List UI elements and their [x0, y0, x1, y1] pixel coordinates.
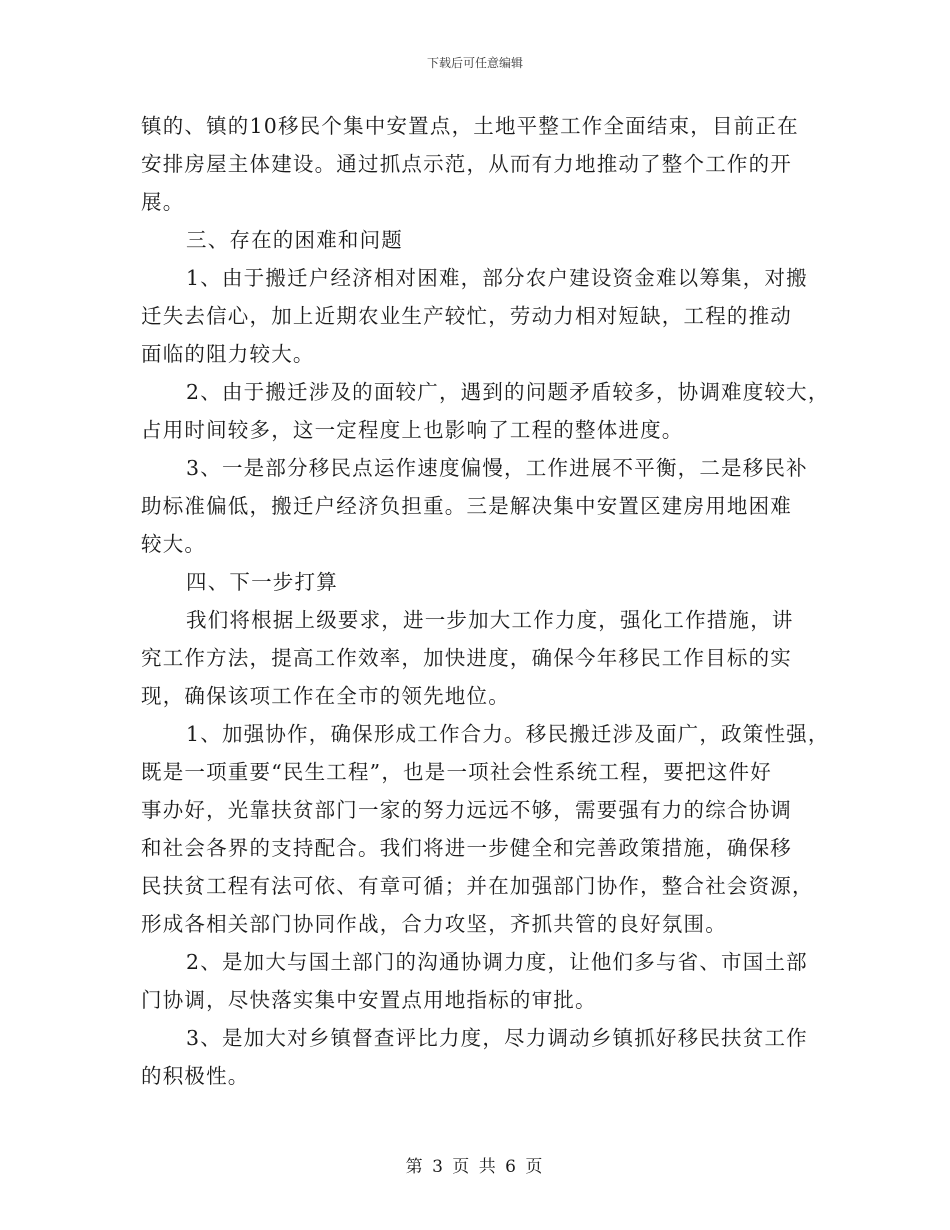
body-text-line: 民扶贫工程有法可依、有章可循；并在加强部门协作，整合社会资源， — [141, 874, 814, 898]
body-text-line: 现，确保该项工作在全市的领先地位。 — [141, 684, 510, 708]
body-text-line: 2、由于搬迁涉及的面较广，遇到的问题矛盾较多，协调难度较大， — [186, 380, 830, 404]
page-header: 下载后可任意编辑 — [426, 56, 523, 70]
body-text-line: 1、由于搬迁户经济相对困难，部分农户建设资金难以筹集，对搬 — [186, 266, 808, 290]
body-text-line: 既是一项重要“民生工程”，也是一项社会性系统工程，要把这件好 — [141, 760, 772, 784]
body-text-line: 三、存在的困难和问题 — [186, 228, 403, 252]
body-text-line: 我们将根据上级要求，进一步加大工作力度，强化工作措施，讲 — [186, 608, 794, 632]
body-text-line: 占用时间较多，这一定程度上也影响了工程的整体进度。 — [141, 418, 684, 442]
body-text-line: 较大。 — [141, 532, 207, 556]
page-number-footer: 第 3 页 共 6 页 — [405, 1157, 545, 1177]
body-text-line: 助标准偏低，搬迁户经济负担重。三是解决集中安置区建房用地困难 — [141, 494, 792, 518]
body-text-line: 2、是加大与国土部门的沟通协调力度，让他们多与省、市国土部 — [186, 950, 808, 974]
body-text-line: 究工作方法，提高工作效率，加快进度，确保今年移民工作目标的实 — [141, 646, 792, 670]
body-text-line: 门协调，尽快落实集中安置点用地指标的审批。 — [141, 988, 597, 1012]
body-text-line: 的积极性。 — [141, 1064, 250, 1088]
body-text-line: 事办好，光靠扶贫部门一家的努力远远不够，需要强有力的综合协调 — [141, 798, 792, 822]
body-text-line: 3、是加大对乡镇督查评比力度，尽力调动乡镇抓好移民扶贫工作 — [186, 1026, 808, 1050]
body-text-line: 展。 — [141, 190, 185, 214]
document-body — [141, 107, 830, 1095]
body-text-line: 迁失去信心，加上近期农业生产较忙，劳动力相对短缺，工程的推动 — [141, 304, 792, 328]
body-text-line: 镇的、镇的10移民个集中安置点，土地平整工作全面结束，目前正在 — [141, 114, 799, 138]
body-text-line: 和社会各界的支持配合。我们将进一步健全和完善政策措施，确保移 — [141, 836, 792, 860]
body-text-line: 四、下一步打算 — [186, 570, 338, 594]
body-text-line: 1、加强协作，确保形成工作合力。移民搬迁涉及面广，政策性强， — [186, 722, 830, 746]
body-text-line: 面临的阻力较大。 — [141, 342, 315, 366]
body-text-line: 形成各相关部门协同作战，合力攻坚，齐抓共管的良好氛围。 — [141, 912, 727, 936]
body-text-line: 3、一是部分移民点运作速度偏慢，工作进展不平衡，二是移民补 — [186, 456, 808, 480]
body-text-line: 安排房屋主体建设。通过抓点示范，从而有力地推动了整个工作的开 — [141, 152, 792, 176]
